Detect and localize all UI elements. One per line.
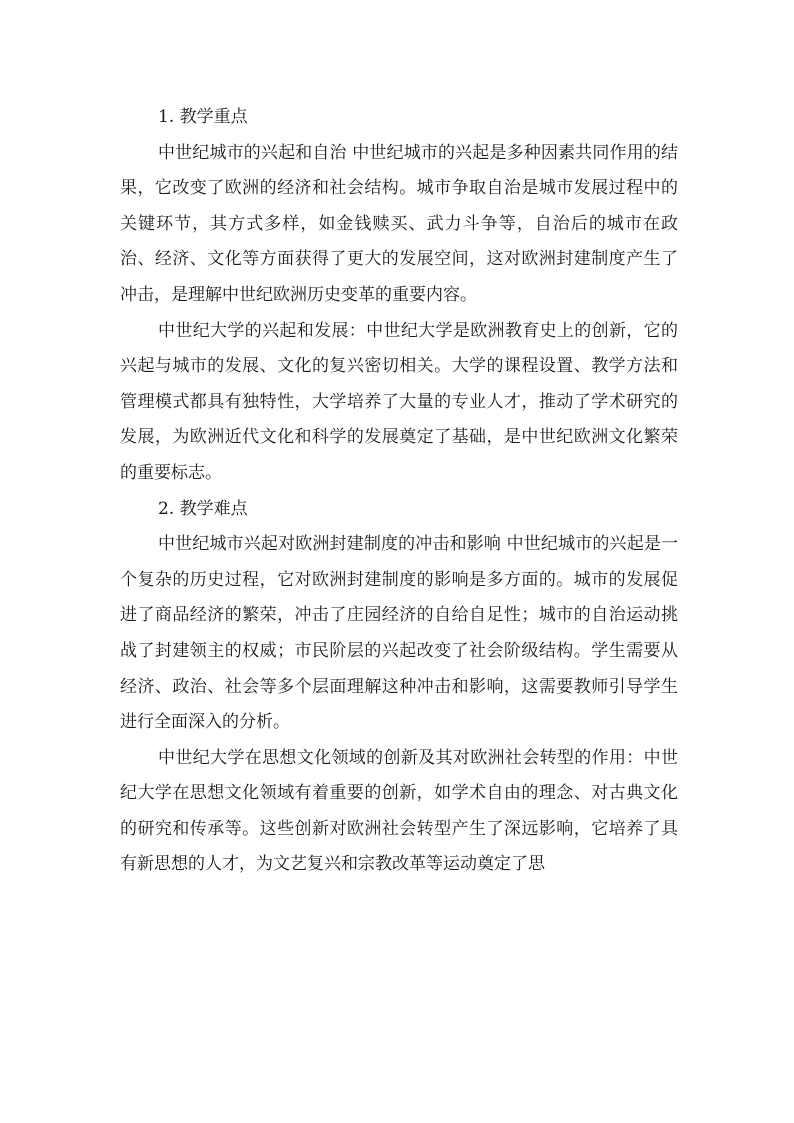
document-body — [120, 100, 678, 883]
paragraph-medieval-universities: 中世纪大学的兴起和发展：中世纪大学是欧洲教育史上的创新，它的兴起与城市的发展、文化的复兴密切相关。大学的课程设置、教学方法和管理模式都具有独特性，大学培养了大量的专业人才，推动了学术研究的发展，为欧洲近代文化和科学的发展奠定了基础，是中世纪欧洲文化繁荣的重要标志。 — [120, 320, 678, 483]
section-heading-key-points: 1. 教学重点 — [158, 107, 248, 127]
paragraph-universities-innovation: 中世纪大学在思想文化领域的创新及其对欧洲社会转型的作用：中世纪大学在思想文化领域有着重要的创新，如学术自由的理念、对古典文化的研究和传承等。这些创新对欧洲社会转型产生了深远影响，它培养了具有新思想的人才，为文艺复兴和宗教改革等运动奠定了思 — [120, 747, 678, 875]
section-heading-difficulties: 2. 教学难点 — [158, 498, 248, 519]
paragraph-cities-impact: 中世纪城市兴起对欧洲封建制度的冲击和影响 中世纪城市的兴起是一个复杂的历史过程，它对欧洲封建制度的影响是多方面的。城市的发展促进了商品经济的繁荣，冲击了庄园经济的自给自足性；城市的自治运动挑战了封建领主的权威；市民阶层的兴起改变了社会阶级结构。学生需要从经济、政治、社会等多个层面理解这种冲击和影响，这需要教师引导学生进行全面深入的分析。 — [120, 534, 678, 733]
paragraph-medieval-cities: 中世纪城市的兴起和自治 中世纪城市的兴起是多种因素共同作用的结果，它改变了欧洲的经济和社会结构。城市争取自治是城市发展过程中的关键环节，其方式多样，如金钱赎买、武力斗争等，自治后的城市在政治、经济、文化等方面获得了更大的发展空间，这对欧洲封建制度产生了冲击，是理解中世纪欧洲历史变革的重要内容。 — [120, 142, 678, 305]
